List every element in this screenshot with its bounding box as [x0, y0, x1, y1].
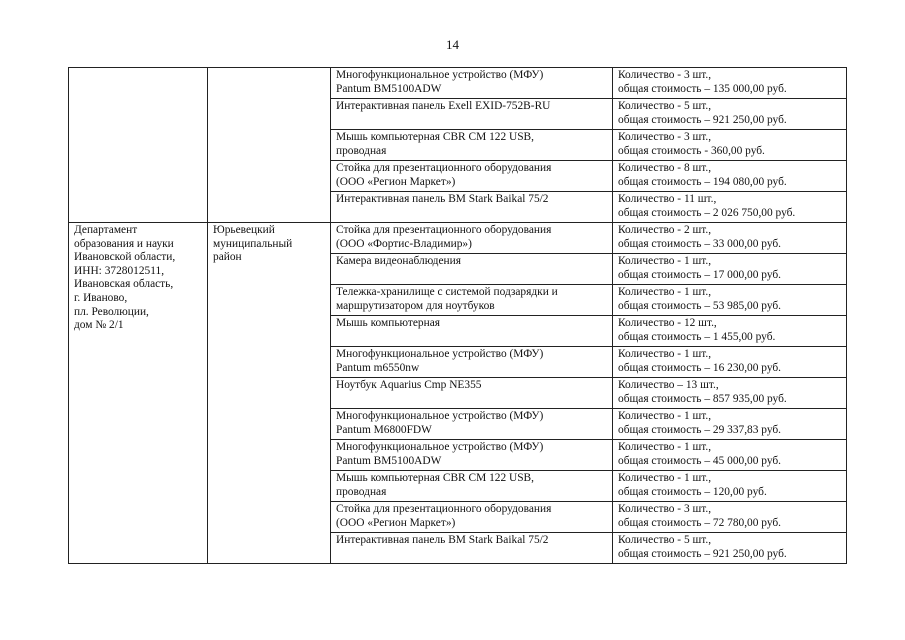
cell-line: (ООО «Регион Маркет») — [336, 516, 456, 529]
cell-line: Мышь компьютерная — [336, 317, 441, 329]
equipment-item-cell — [331, 502, 613, 533]
equipment-item-cell — [331, 533, 613, 564]
cell-line: общая стоимость – 72 780,00 руб. — [618, 516, 782, 529]
table-row — [69, 223, 847, 254]
quantity-cost-cell — [613, 192, 847, 223]
equipment-item-cell — [331, 440, 613, 471]
cell-line: общая стоимость – 29 337,83 руб. — [618, 423, 782, 436]
quantity-cost-cell — [613, 347, 847, 378]
cell-line: Количество - 1 шт., — [618, 348, 712, 360]
cell-line: Стойка для презентационного оборудования — [336, 162, 552, 174]
organization-cell-continued — [69, 68, 208, 223]
cell-line: Количество - 8 шт., — [618, 162, 712, 174]
cell-line: Интерактивная панель Exell EXID-752B-RU — [336, 100, 551, 112]
quantity-cost-cell — [613, 533, 847, 564]
equipment-item-cell — [331, 99, 613, 130]
district-cell — [208, 223, 331, 564]
equipment-item-cell — [331, 409, 613, 440]
cell-line: Количество - 1 шт., — [618, 472, 712, 484]
equipment-item-cell — [331, 130, 613, 161]
cell-line: проводная — [336, 485, 387, 498]
cell-line: Pantum M6800FDW — [336, 423, 432, 436]
cell-line: общая стоимость – 16 230,00 руб. — [618, 361, 782, 374]
cell-line: Количество - 1 шт., — [618, 441, 712, 453]
quantity-cost-cell — [613, 130, 847, 161]
cell-line: общая стоимость – 45 000,00 руб. — [618, 454, 782, 467]
cell-line: Количество - 5 шт., — [618, 100, 712, 112]
cell-line: общая стоимость – 1 455,00 руб. — [618, 330, 776, 343]
equipment-item-cell — [331, 68, 613, 99]
cell-line: Количество - 5 шт., — [618, 534, 712, 546]
cell-line: общая стоимость – 921 250,00 руб. — [618, 113, 787, 126]
cell-line: Интерактивная панель BM Stark Baikal 75/2 — [336, 193, 549, 205]
cell-line: Многофункциональное устройство (МФУ) — [336, 69, 544, 81]
quantity-cost-cell — [613, 99, 847, 130]
cell-line: Юрьевецкий — [213, 224, 275, 236]
cell-line: дом № 2/1 — [74, 319, 124, 332]
equipment-item-cell — [331, 192, 613, 223]
cell-line: проводная — [336, 144, 387, 157]
cell-line: общая стоимость – 921 250,00 руб. — [618, 547, 787, 560]
cell-line: Количество - 1 шт., — [618, 410, 712, 422]
cell-line: Количество - 1 шт., — [618, 255, 712, 267]
quantity-cost-cell — [613, 68, 847, 99]
cell-line: общая стоимость – 857 935,00 руб. — [618, 392, 787, 405]
cell-line: маршрутизатором для ноутбуков — [336, 299, 495, 312]
equipment-table — [68, 67, 847, 564]
cell-line: ИНН: 3728012511, — [74, 264, 165, 277]
cell-line: муниципальный — [213, 237, 293, 250]
equipment-item-cell — [331, 316, 613, 347]
cell-line: Стойка для презентационного оборудования — [336, 224, 552, 236]
cell-line: Количество - 1 шт., — [618, 286, 712, 298]
cell-line: общая стоимость – 2 026 750,00 руб. — [618, 206, 796, 219]
organization-cell — [69, 223, 208, 564]
cell-line: (ООО «Фортис-Владимир») — [336, 237, 472, 250]
cell-line: общая стоимость – 194 080,00 руб. — [618, 175, 787, 188]
quantity-cost-cell — [613, 161, 847, 192]
cell-line: Pantum BM5100ADW — [336, 454, 442, 467]
cell-line: общая стоимость – 120,00 руб. — [618, 485, 767, 498]
cell-line: Многофункциональное устройство (МФУ) — [336, 441, 544, 453]
cell-line: Pantum BM5100ADW — [336, 82, 442, 95]
cell-line: Тележка-хранилище с системой подзарядки и — [336, 286, 558, 298]
equipment-item-cell — [331, 285, 613, 316]
quantity-cost-cell — [613, 316, 847, 347]
equipment-item-cell — [331, 471, 613, 502]
equipment-item-cell — [331, 223, 613, 254]
cell-line: Количество - 11 шт., — [618, 193, 717, 205]
cell-line: (ООО «Регион Маркет») — [336, 175, 456, 188]
cell-line: общая стоимость – 33 000,00 руб. — [618, 237, 782, 250]
cell-line: Количество - 3 шт., — [618, 69, 712, 81]
cell-line: Количество - 12 шт., — [618, 317, 717, 329]
cell-line: образования и науки — [74, 237, 174, 250]
cell-line: Мышь компьютерная CBR CM 122 USB, — [336, 131, 535, 143]
cell-line: Департамент — [74, 224, 138, 236]
cell-line: Камера видеонаблюдения — [336, 255, 461, 267]
quantity-cost-cell — [613, 254, 847, 285]
cell-line: Ноутбук Aquarius Cmp NE355 — [336, 379, 482, 391]
page-number: 14 — [446, 37, 459, 52]
cell-line: Мышь компьютерная CBR CM 122 USB, — [336, 472, 535, 484]
cell-line: Ивановская область, — [74, 278, 174, 291]
quantity-cost-cell — [613, 285, 847, 316]
cell-line: Многофункциональное устройство (МФУ) — [336, 410, 544, 422]
quantity-cost-cell — [613, 502, 847, 533]
cell-line: общая стоимость - 360,00 руб. — [618, 144, 765, 157]
cell-line: Количество – 13 шт., — [618, 379, 719, 391]
cell-line: Количество - 3 шт., — [618, 503, 712, 515]
equipment-table-body — [69, 68, 847, 564]
equipment-item-cell — [331, 378, 613, 409]
cell-line: общая стоимость – 17 000,00 руб. — [618, 268, 782, 281]
cell-line: пл. Революции, — [74, 305, 149, 318]
cell-line: Многофункциональное устройство (МФУ) — [336, 348, 544, 360]
quantity-cost-cell — [613, 223, 847, 254]
cell-line: общая стоимость – 53 985,00 руб. — [618, 299, 782, 312]
cell-line: Интерактивная панель BM Stark Baikal 75/2 — [336, 534, 549, 546]
equipment-item-cell — [331, 254, 613, 285]
cell-line: район — [213, 251, 242, 264]
quantity-cost-cell — [613, 440, 847, 471]
cell-line: Pantum m6550nw — [336, 361, 420, 374]
quantity-cost-cell — [613, 471, 847, 502]
cell-line: г. Иваново, — [74, 291, 128, 304]
cell-line: Количество - 3 шт., — [618, 131, 712, 143]
quantity-cost-cell — [613, 378, 847, 409]
equipment-item-cell — [331, 161, 613, 192]
quantity-cost-cell — [613, 409, 847, 440]
cell-line: Стойка для презентационного оборудования — [336, 503, 552, 515]
equipment-item-cell — [331, 347, 613, 378]
table-row — [69, 68, 847, 99]
district-cell-continued — [208, 68, 331, 223]
cell-line: Ивановской области, — [74, 251, 176, 264]
cell-line: общая стоимость – 135 000,00 руб. — [618, 82, 787, 95]
cell-line: Количество - 2 шт., — [618, 224, 712, 236]
